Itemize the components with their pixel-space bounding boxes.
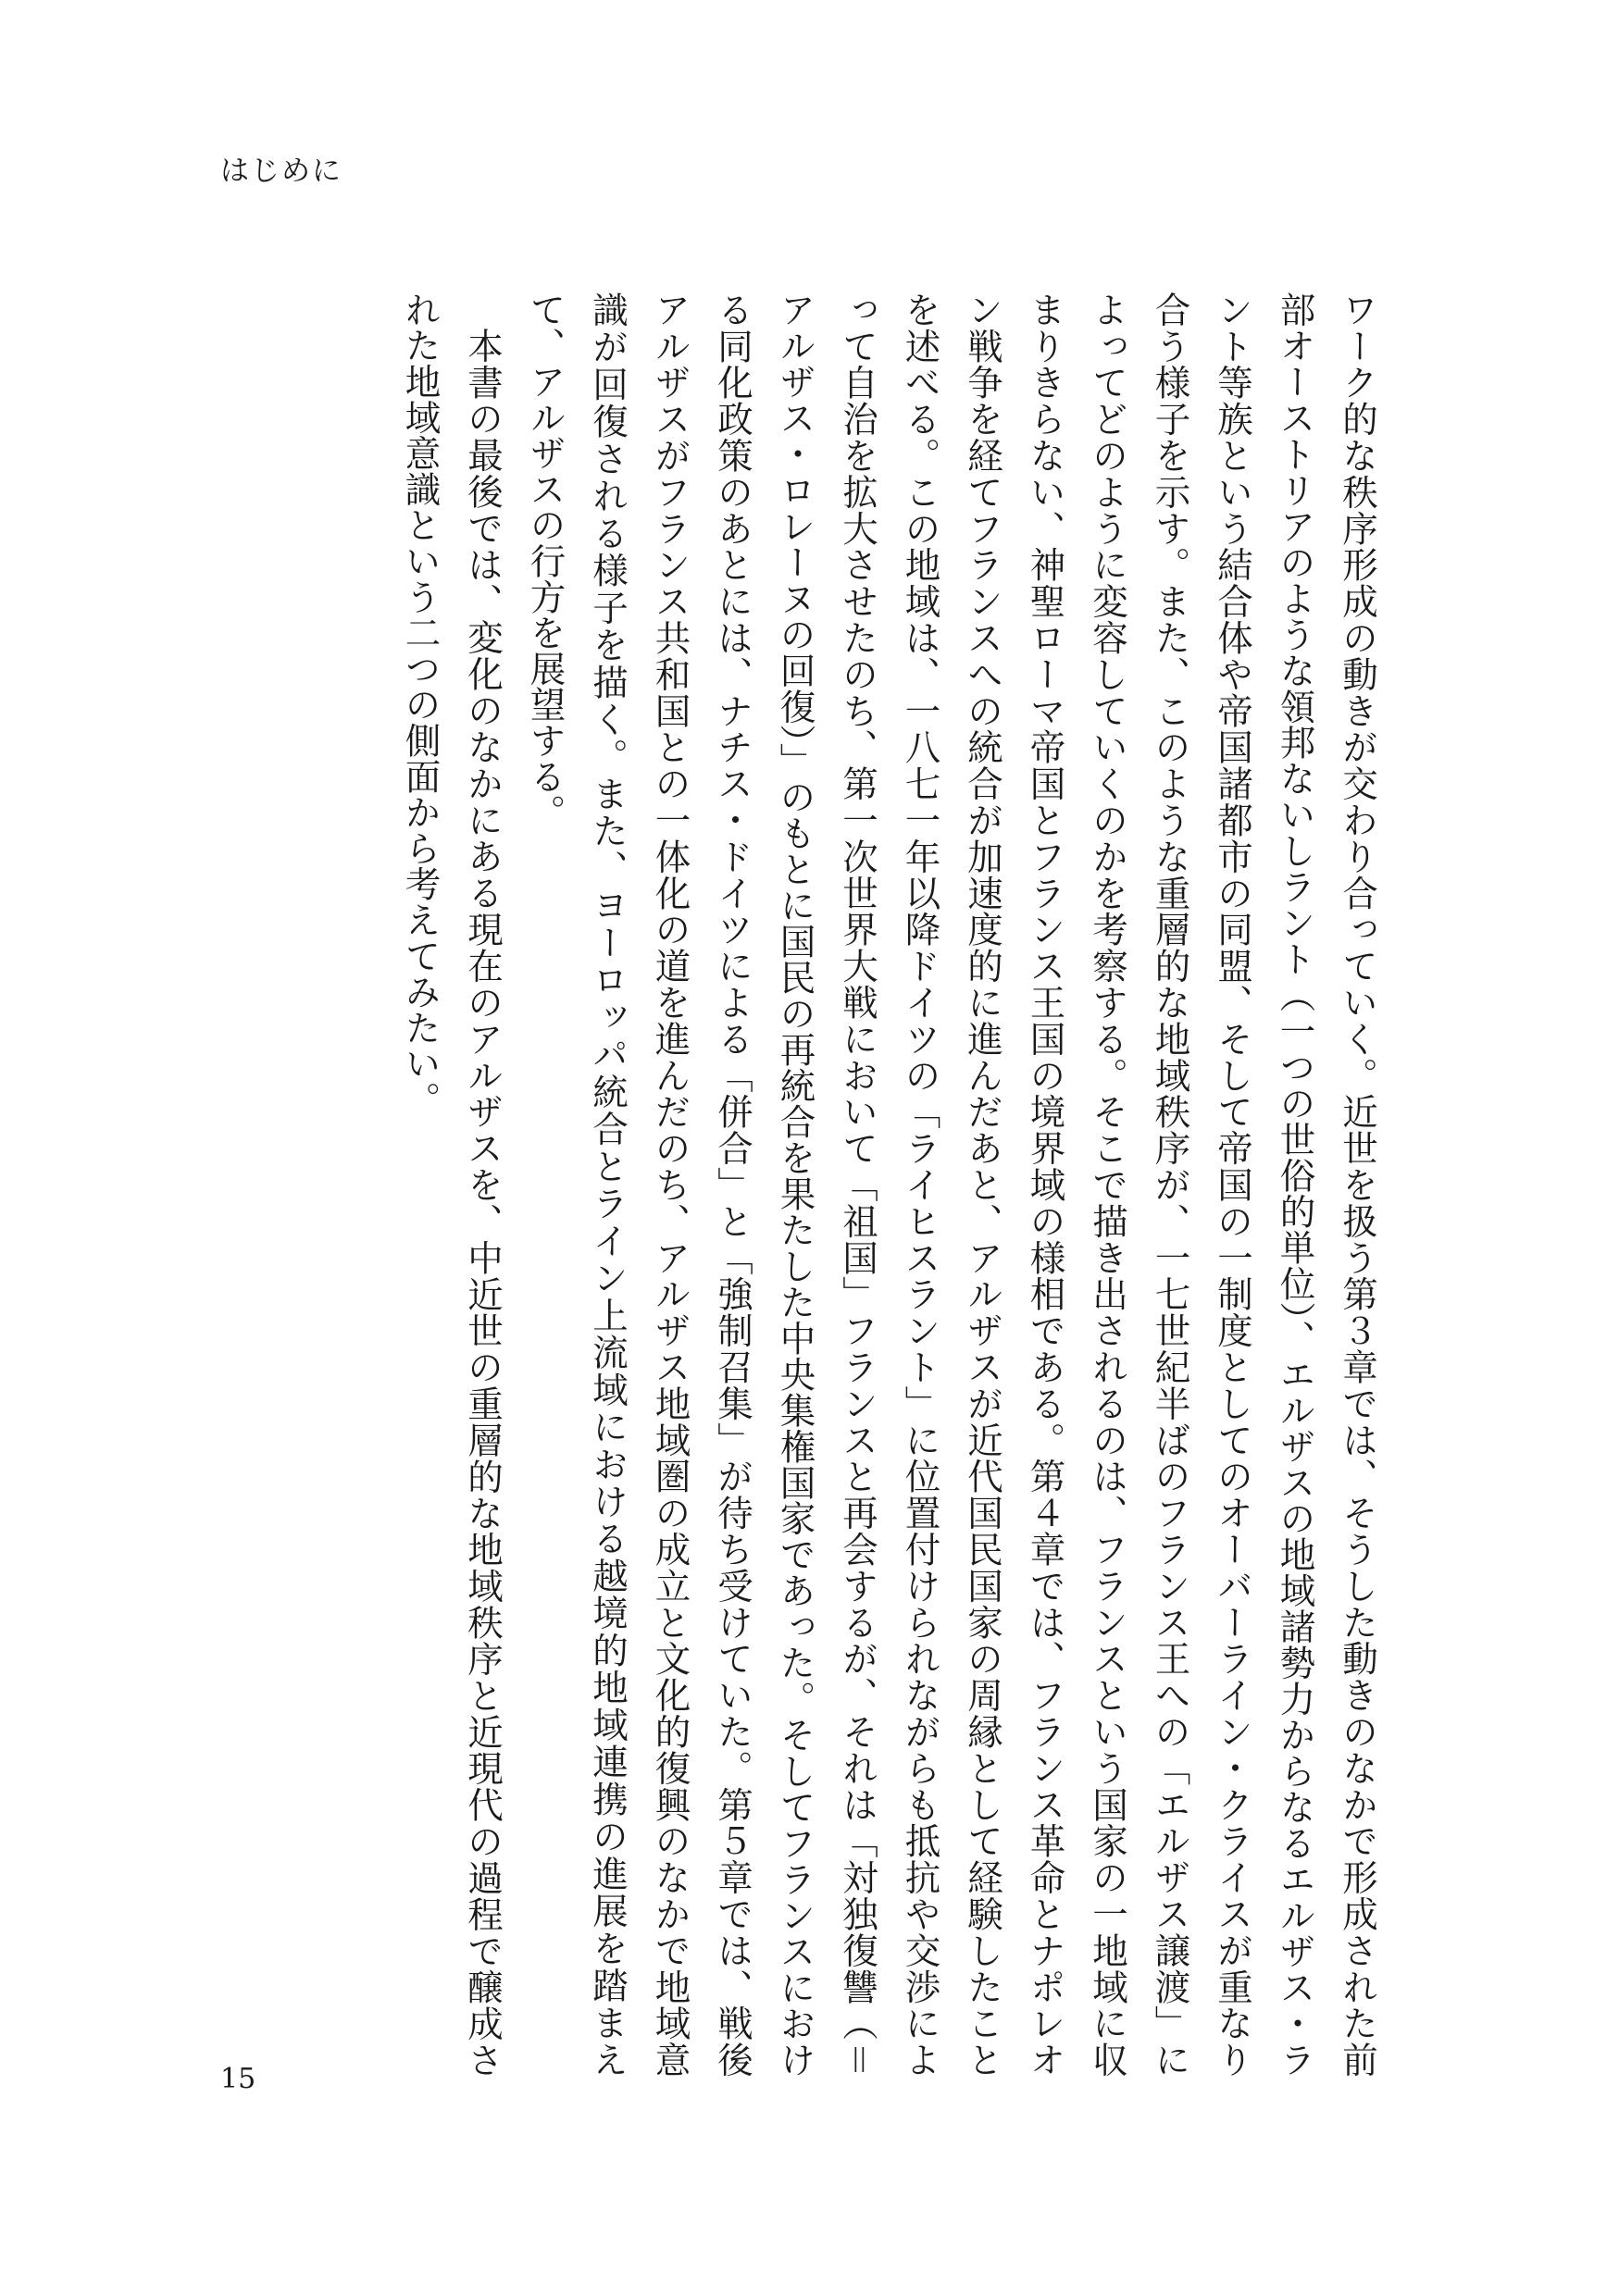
paragraph-conclusion: 本書の最後では、変化のなかにある現在のアルザスを、中近世の重層的な地域秩序と近現代の過程で醸成された地域意識という二つの側面から考えてみたい。 (399, 292, 504, 2078)
paragraph-continued: ワーク的な秩序形成の動きが交わり合っていく。近世を扱う第３章では、そうした動きのなかで形成された前部オーストリアのような領邦ないしラント（一つの世俗的単位）、エルザスの地域諸勢力からなるエルザス・ラント等族という結合体や帝国諸都市の同盟、そして帝国の一制度としてのオーバーライン・クライスが重なり合う様子を示す。また、このような重層的な地域秩序が、一七世紀半ばのフランス王への「エルザス譲渡」によってどのように変容していくのかを考察する。そこで描き出されるのは、フランスという国家の一地域に収まりきらない、神聖ローマ帝国とフランス王国の境界域の様相である。第４章では、フランス革命とナポレオン戦争を経てフランスへの統合が加速度的に進んだあと、アルザスが近代国民国家の周縁として経験したことを述べる。この地域は、一八七一年以降ドイツの「ライヒスラント」に位置付けられながらも抵抗や交渉によって自治を拡大させたのち、第一次世界大戦において「祖国」フランスと再会するが、それは「対独復讐（＝アルザス・ロレーヌの回復）」のもとに国民の再統合を果たした中央集権国家であった。そしてフランスにおける同化政策のあとには、ナチス・ドイツによる「併合」と「強制召集」が待ち受けていた。第５章では、戦後アルザスがフランス共和国との一体化の道を進んだのち、アルザス地域圏の成立と文化的復興のなかで地域意識が回復される様子を描く。また、ヨーロッパ統合とライン上流域における越境的地域連携の進展を踏まえて、アルザスの行方を展望する。 (524, 292, 1378, 2078)
page-number: 15 (220, 2063, 256, 2095)
running-head-title: はじめに (220, 155, 342, 188)
body-text (389, 292, 1389, 2078)
